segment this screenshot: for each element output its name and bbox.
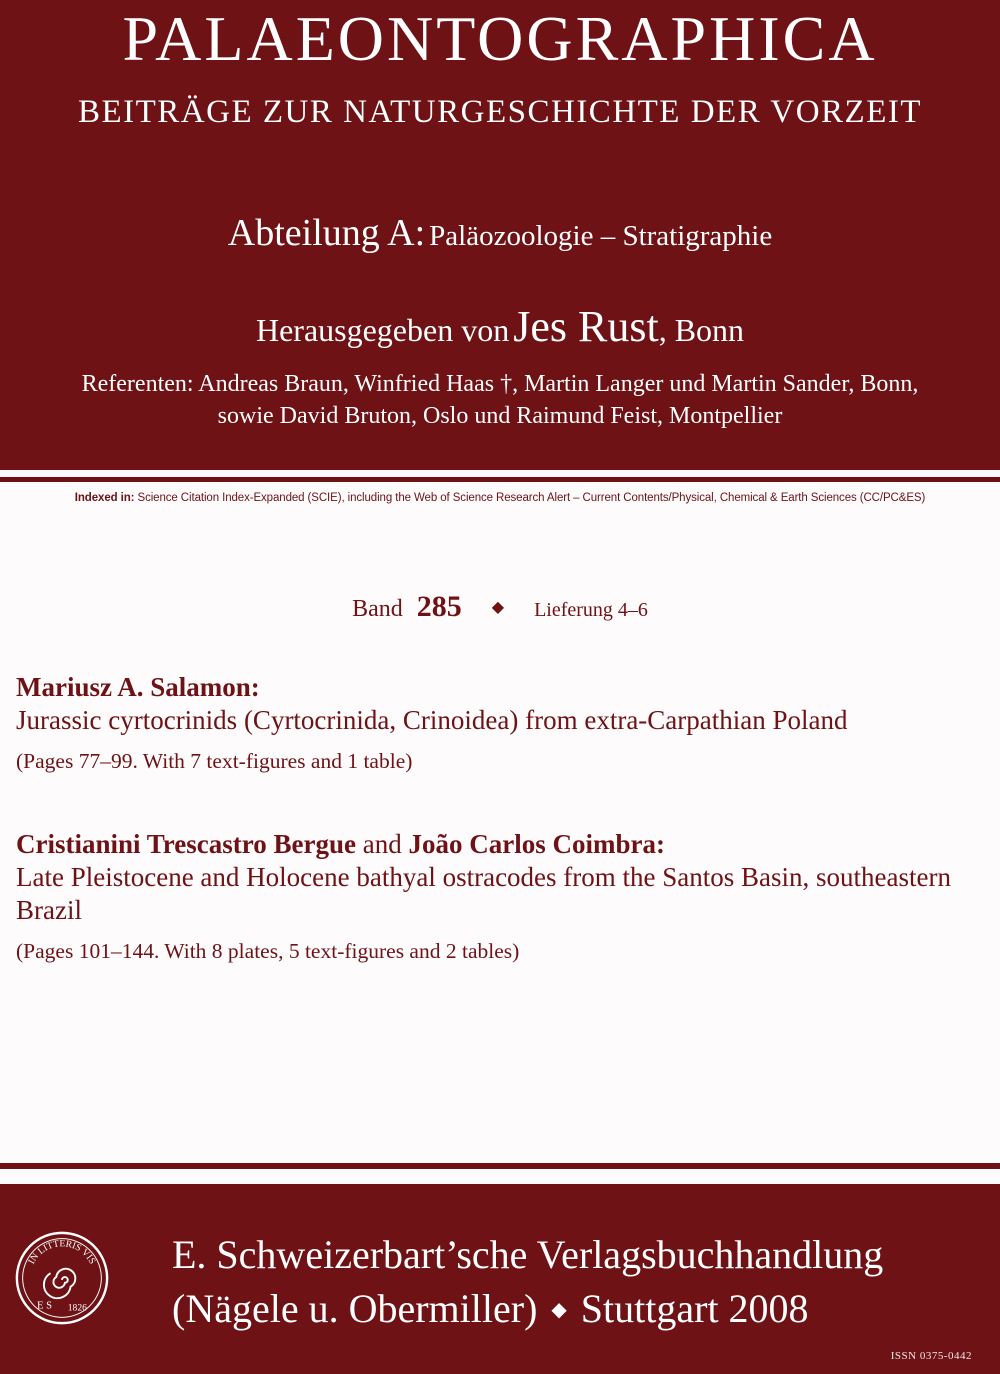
editor-line xyxy=(0,300,1000,364)
seal-motto: IN LITTERIS VIS xyxy=(26,1238,98,1267)
editor-name: Jes Rust xyxy=(513,302,659,351)
journal-subtitle: BEITRÄGE ZUR NATURGESCHICHTE DER VORZEIT xyxy=(77,94,923,130)
bottom-divider xyxy=(0,1163,1000,1169)
editor-prefix: Herausgegeben von xyxy=(255,312,510,348)
publisher-line-2 xyxy=(172,1282,992,1337)
article-author: Cristianini Trescastro Bergue xyxy=(16,829,356,859)
lieferung: Lieferung 4–6 xyxy=(534,599,648,621)
article-pages: (Pages 77–99. With 7 text-figures and 1 table) xyxy=(16,749,413,773)
publisher-owners: (Nägele u. Obermiller) xyxy=(172,1286,538,1331)
issn: ISSN 0375-0442 xyxy=(890,1350,972,1362)
referees-line-1: Referenten: Andreas Braun, Winfried Haas †, Martin Langer und Martin Sander, Bonn, xyxy=(81,371,919,397)
article-pages: (Pages 101–144. With 8 plates, 5 text-figures and 2 tables) xyxy=(16,939,520,963)
section-line xyxy=(0,208,1000,266)
editor-place: , Bonn xyxy=(658,312,745,348)
volume-line xyxy=(0,585,1000,634)
indexing-note xyxy=(0,492,1000,504)
section-label: Abteilung A: xyxy=(227,212,426,254)
seal-initials: E S xyxy=(37,1300,52,1312)
author-connector: and xyxy=(362,829,402,859)
journal-title: PALAEONTOGRAPHICA xyxy=(122,3,878,74)
top-divider xyxy=(0,477,1000,482)
band-number: 285 xyxy=(416,590,462,623)
diamond-separator-icon: ◆ xyxy=(551,1299,567,1321)
publisher-seal-icon xyxy=(14,1230,110,1326)
article-author: João Carlos Coimbra: xyxy=(408,829,665,859)
seal-year: 1826 xyxy=(67,1302,87,1314)
cover-footer xyxy=(0,1184,1000,1374)
referees-line-2: sowie David Bruton, Oslo und Raimund Feist, Montpellier xyxy=(217,403,783,429)
svg-text:IN LITTERIS VIS xyxy=(26,1238,98,1266)
article-title: Jurassic cyrtocrinids (Cyrtocrinida, Crinoidea) from extra-Carpathian Poland xyxy=(16,705,848,735)
article-authors xyxy=(16,827,986,861)
indexing-label: Indexed in: xyxy=(74,492,135,504)
article-title: Late Pleistocene and Holocene bathyal ostracodes from the Santos Basin, southeastern Brazil xyxy=(16,862,951,925)
publisher-place-year: Stuttgart 2008 xyxy=(580,1286,809,1331)
article-authors xyxy=(16,670,986,704)
diamond-separator-icon: ◆ xyxy=(491,599,505,616)
section-topic: Paläozoologie – Stratigraphie xyxy=(429,220,773,252)
publisher-block xyxy=(172,1228,992,1337)
article-author: Mariusz A. Salamon: xyxy=(16,672,260,702)
indexing-text: Science Citation Index-Expanded (SCIE), including the Web of Science Research Alert – Current Contents/Physical, Chemical & Earth Sciences (CC/PC&ES) xyxy=(137,492,926,504)
article-1 xyxy=(16,670,986,776)
article-2 xyxy=(16,827,986,966)
referees xyxy=(0,368,1000,432)
band-label: Band xyxy=(352,596,403,622)
publisher-line-1: E. Schweizerbart’sche Verlagsbuchhandlung xyxy=(172,1232,884,1277)
cover-header xyxy=(0,0,1000,470)
